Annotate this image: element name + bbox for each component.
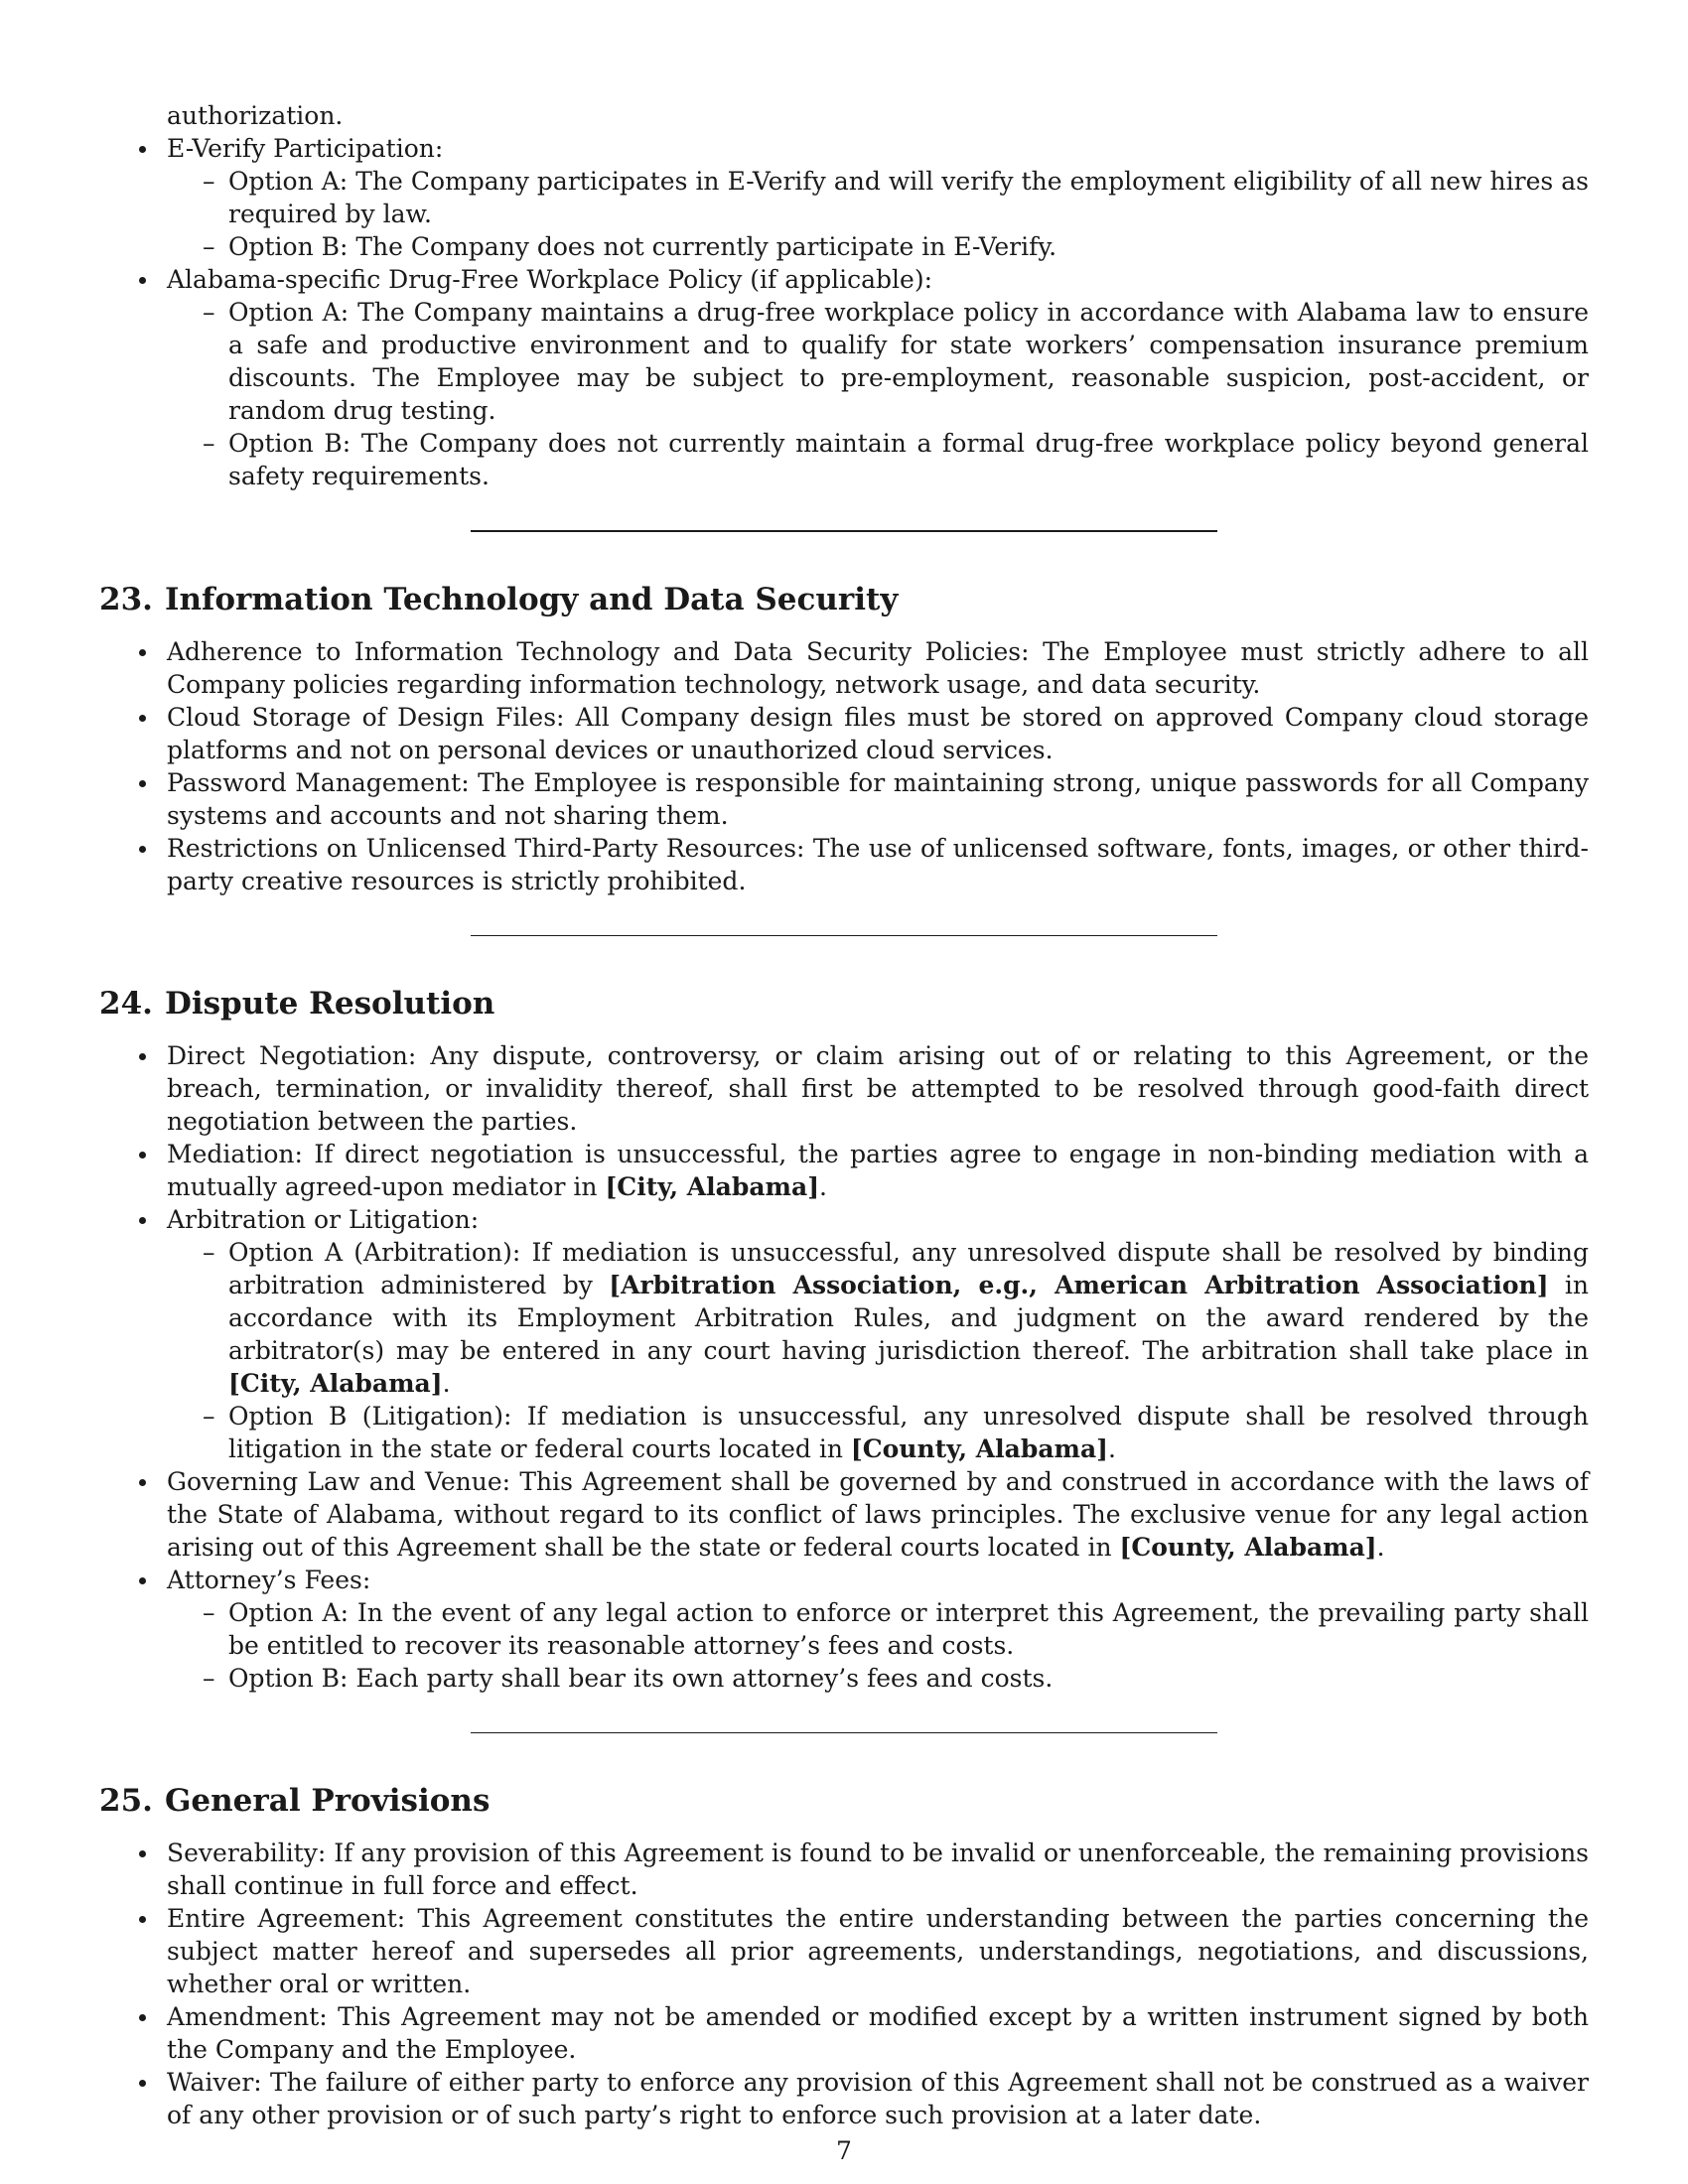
list-item: Amendment: This Agreement may not be amended or modified except by a written instrument signed by both the Company and the Employee.	[99, 2000, 1589, 2066]
fees-option-a: – Option A: In the event of any legal action to enforce or interpret this Agreement, the prevailing party shall be entitled to recover its reasonable attorney’s fees and costs.	[167, 1596, 1589, 1662]
fees-label: Attorney’s Fees:	[167, 1566, 371, 1594]
list-item: Entire Agreement: This Agreement constitutes the entire understanding between the parties concerning the subject matter hereof and supersedes all prior agreements, understandings, negotiations, and discussions, whether oral or written.	[99, 1902, 1589, 2000]
list-item	[99, 132, 1589, 263]
compliance-list	[99, 132, 1589, 492]
list-item: Password Management: The Employee is responsible for maintaining strong, unique passwords for all Company systems and accounts and not sharing them.	[99, 766, 1589, 832]
drugfree-option-a: – Option A: The Company maintains a drug-free workplace policy in accordance with Alabama law to ensure a safe and productive environment and to qualify for state workers’ compensation insurance premium discounts. The Employee may be subject to pre-employment, reasonable suspicion, post-accident, or random drug testing.	[167, 296, 1589, 427]
section-divider	[471, 1732, 1217, 1733]
section-23-list	[99, 635, 1589, 897]
everify-option-a: – Option A: The Company participates in E-Verify and will verify the employment eligibility of all new hires as required by law.	[167, 165, 1589, 230]
list-item: Cloud Storage of Design Files: All Company design files must be stored on approved Company cloud storage platforms and not on personal devices or unauthorized cloud services.	[99, 701, 1589, 766]
section-24-list	[99, 1039, 1589, 1695]
drugfree-label: Alabama-specific Drug-Free Workplace Policy (if applicable):	[167, 265, 932, 294]
everify-options	[167, 165, 1589, 263]
list-item	[99, 1564, 1589, 1695]
placeholder-county: [County, Alabama]	[1119, 1533, 1377, 1562]
section-heading-25: 25. General Provisions	[99, 1783, 491, 1819]
list-item	[99, 263, 1589, 492]
arbitration-options	[167, 1236, 1589, 1465]
everify-label: E-Verify Participation:	[167, 134, 444, 163]
placeholder-city: [City, Alabama]	[605, 1172, 820, 1201]
section-25-list	[99, 1837, 1589, 2131]
list-item: Governing Law and Venue: This Agreement shall be governed by and construed in accordance with the laws of the State of Alabama, without regard to its conflict of laws principles. The exclusive venue for any legal action arising out of this Agreement shall be the state or federal courts located in [County, Alabama].	[99, 1465, 1589, 1564]
continuation-text: authorization.	[167, 101, 344, 130]
page-content	[99, 99, 1589, 2131]
arbitration-label: Arbitration or Litigation:	[167, 1205, 480, 1234]
list-item: Adherence to Information Technology and Data Security Policies: The Employee must strictly adhere to all Company policies regarding information technology, network usage, and data security.	[99, 635, 1589, 701]
page-number: 7	[836, 2136, 852, 2165]
drugfree-option-b: – Option B: The Company does not currently maintain a formal drug-free workplace policy beyond general safety requirements.	[167, 427, 1589, 492]
everify-option-b: – Option B: The Company does not currently participate in E-Verify.	[167, 230, 1589, 263]
list-item: Mediation: If direct negotiation is unsuccessful, the parties agree to engage in non-binding mediation with a mutually agreed-upon mediator in [City, Alabama].	[99, 1138, 1589, 1203]
fees-options	[167, 1596, 1589, 1695]
section-divider	[471, 530, 1217, 532]
list-item	[99, 1203, 1589, 1465]
placeholder-county: [County, Alabama]	[850, 1434, 1109, 1463]
drugfree-options	[167, 296, 1589, 492]
section-heading-24: 24. Dispute Resolution	[99, 986, 495, 1022]
arbitration-option-a: – Option A (Arbitration): If mediation is unsuccessful, any unresolved dispute shall be resolved by binding arbitration administered by [Arbitration Association, e.g., American Arbitration Association] in accordance with its Employment Arbitration Rules, and judgment on the award rendered by the arbitrator(s) may be entered in any court having jurisdiction thereof. The arbitration shall take place in [City, Alabama].	[167, 1236, 1589, 1400]
placeholder-city: [City, Alabama]	[228, 1369, 443, 1398]
list-item: Waiver: The failure of either party to enforce any provision of this Agreement shall not be construed as a waiver of any other provision or of such party’s right to enforce such provision at a later date.	[99, 2066, 1589, 2131]
placeholder-association: [Arbitration Association, e.g., American Arbitration Association]	[609, 1271, 1549, 1299]
section-heading-23: 23. Information Technology and Data Security	[99, 582, 899, 617]
list-item: Severability: If any provision of this Agreement is found to be invalid or unenforceable, the remaining provisions shall continue in full force and effect.	[99, 1837, 1589, 1902]
list-item: Restrictions on Unlicensed Third-Party Resources: The use of unlicensed software, fonts, images, or other third-party creative resources is strictly prohibited.	[99, 832, 1589, 897]
litigation-option-b: – Option B (Litigation): If mediation is unsuccessful, any unresolved dispute shall be resolved through litigation in the state or federal courts located in [County, Alabama].	[167, 1400, 1589, 1465]
fees-option-b: – Option B: Each party shall bear its own attorney’s fees and costs.	[167, 1662, 1589, 1695]
list-item: Direct Negotiation: Any dispute, controversy, or claim arising out of or relating to this Agreement, or the breach, termination, or invalidity thereof, shall first be attempted to be resolved through good-faith direct negotiation between the parties.	[99, 1039, 1589, 1138]
section-divider	[471, 935, 1217, 936]
